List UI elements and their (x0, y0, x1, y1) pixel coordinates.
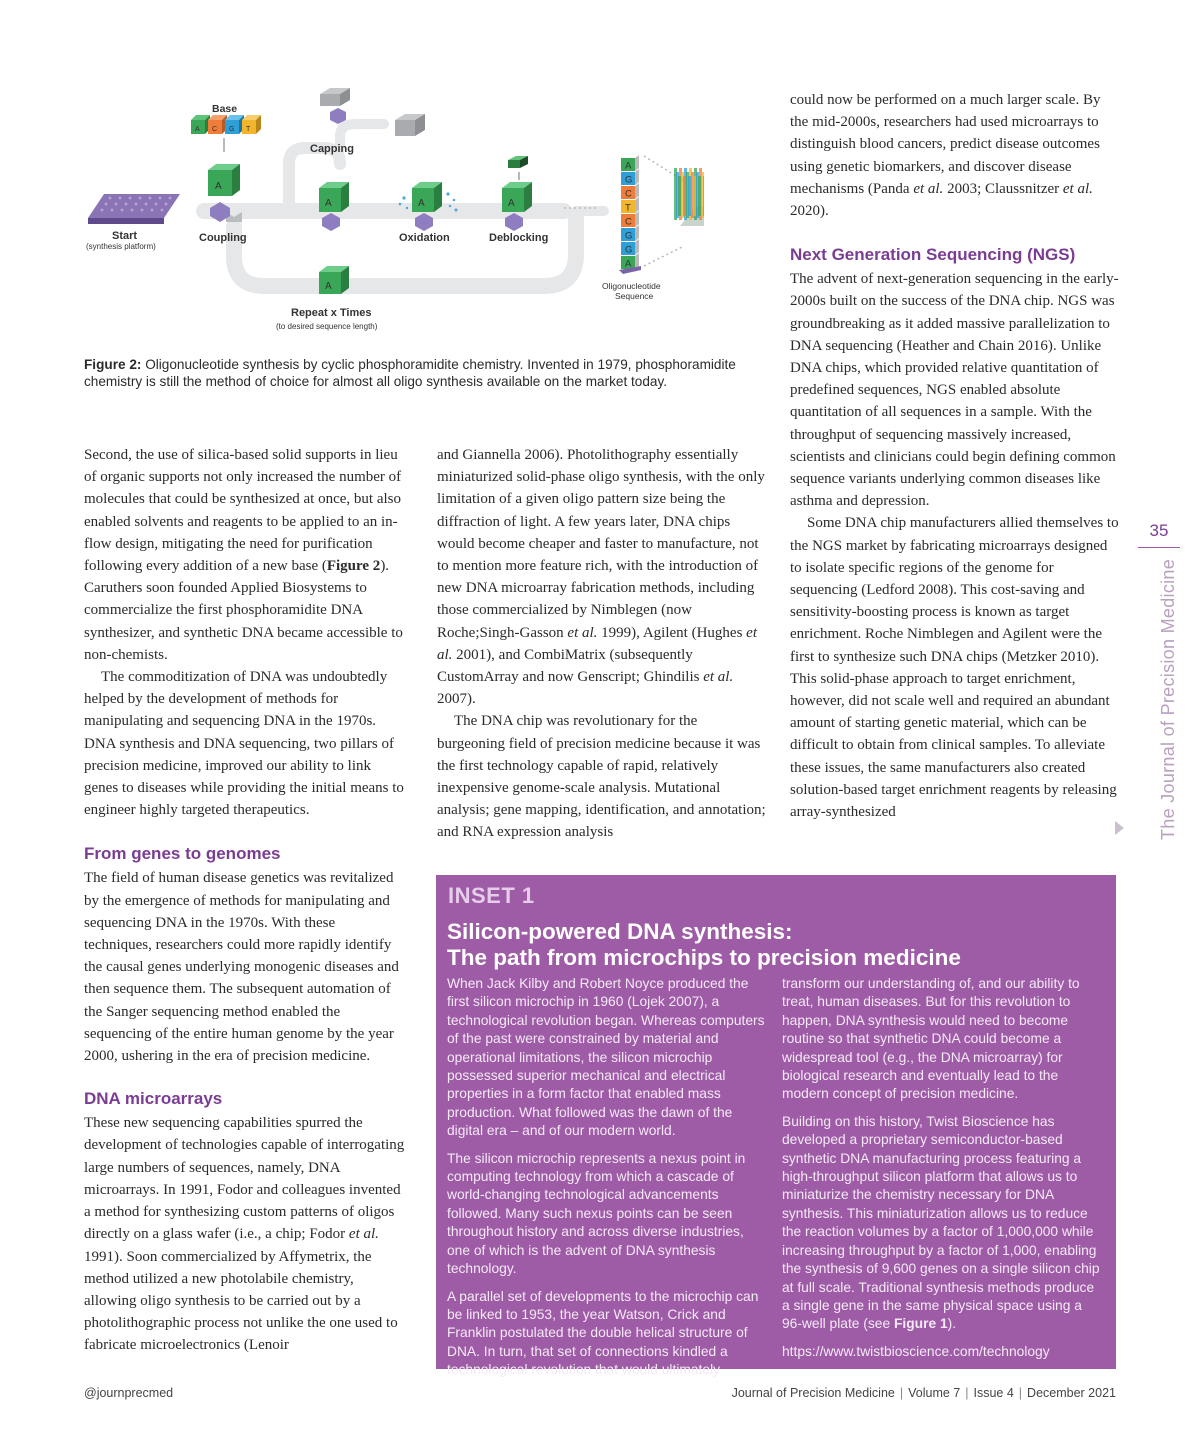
col3-paragraph-3: Some DNA chip manufacturers allied themselves to the NGS market by fabricating microarrays designed to isolate specific regions of the genome for sequencing (Ledford 2008). This cost-saving and sensitivity-boosting process is known as target enrichment. Roche Nimblegen and Agilent were the first to synthesize such DNA chips (Metzker 2010). This solid-phase approach to target enrichment, however, did not scale well and required an abundant amount of starting genetic material, which can be difficult to obtain from clinical samples. To alleviate these issues, the same manufacturers also created solution-based target enrichment reagents by releasing array-synthesized (790, 515, 1119, 821)
oligo-base-letter: A (625, 160, 632, 172)
oligo-block (621, 155, 639, 172)
base-letter: G (229, 126, 235, 133)
base-cube-g (225, 115, 244, 134)
inset-title (447, 919, 1107, 971)
footer-citation: Journal of Precision Medicine | Volume 7 | Issue 4 | December 2021 (731, 1386, 1116, 1400)
column-1 (84, 444, 406, 1357)
base-cube-t (242, 115, 261, 134)
inset-left-paragraph-1: When Jack Kilby and Robert Noyce produced the first silicon microchip in 1960 (Lojek 2007), a technological revolution began. Whereas computers of the past were constrained by material and operational limitations, the silicon microchip possessed superior mechanical and electrical properties in a form factor that enabled mass production. What followed was the dawn of the digital era – and of our modern world. (447, 976, 765, 1139)
label-repeat-sub: (to desired sequence length) (276, 322, 378, 331)
footer-issue: Issue 4 (973, 1386, 1014, 1400)
capped-unit (319, 182, 349, 231)
label-capping: Capping (310, 143, 354, 155)
col1-paragraph-1: Second, the use of silica-based solid supports in lieu of organic supports not only increased the number of molecules that could be synthesized at once, but also enabled solvents and reagents to be applied to an in-flow design, mitigating the need for purification following every addition of a new base (Figure 2). Caruthers soon founded Applied Biosystems to commercialize the first phosphoramidite DNA synthesizer, and synthetic DNA became accessible to non-chemists. (84, 447, 403, 663)
journal-vertical-title: The Journal of Precision Medicine (1158, 558, 1178, 840)
oligo-base-letter: T (625, 202, 631, 214)
unit-letter: A (215, 181, 222, 192)
footer-handle[interactable]: @journprecmed (84, 1386, 174, 1400)
col3-paragraph-1: could now be performed on a much larger scale. By the mid-2000s, researchers had used microarrays to distinguish blood cancers, predict disease outcomes using genetic biomarkers, and discover disease mechanisms (Panda et al. 2003; Claussnitzer et al. 2020). (790, 92, 1101, 220)
start-platform (88, 194, 180, 224)
chip-pillar (703, 176, 704, 216)
synthesis-cycle-figure (84, 86, 704, 348)
label-start: Start (112, 230, 138, 242)
page-number: 35 (1149, 521, 1169, 540)
base-cubes (191, 115, 261, 134)
cycle-track (204, 124, 604, 286)
col1-paragraph-4: These new sequencing capabilities spurred the development of technologies capable of interrogating large numbers of sequences, namely, DNA microarrays. In 1991, Fodor and colleagues invented a method for synthesizing custom patterns of oligos directly on a glass wafer (i.e., a chip; Fodor et al. 1991). Soon commercialized by Affymetrix, the method utilized a new photolabile chemistry, allowing oligo synthesis to be carried out by a photolithographic process not unlike the one used to fabricate microelectronics (Lenoir (84, 1115, 405, 1354)
oligo-base-letter: G (625, 174, 633, 186)
col1-paragraph-2: The commoditization of DNA was undoubtedly helped by the development of methods for manipulating and sequencing DNA in the 1970s. DNA synthesis and DNA sequencing, two pillars of precision medicine, improved our ability to link genes to diseases while providing the initial means to engineer highly targeted therapeutics. (84, 669, 404, 819)
heading-ngs: Next Generation Sequencing (NGS) (790, 245, 1076, 265)
heading-from-genes-to-genomes: From genes to genomes (84, 844, 281, 864)
label-oxidation: Oxidation (399, 232, 450, 244)
label-base: Base (212, 103, 238, 115)
inset-left-paragraph-2: The silicon microchip represents a nexus point in computing technology from which a cascade of world-changing technological advancements followed. Many such nexus points can be seen throughout history and across diverse industries, one of which is the advent of DNA synthesis technology. (447, 1150, 746, 1277)
footer-journal: Journal of Precision Medicine (731, 1386, 895, 1400)
inset-url-link[interactable]: https://www.twistbioscience.com/technology (782, 1343, 1050, 1359)
figure-caption (84, 357, 744, 390)
label-deblocking: Deblocking (489, 232, 549, 244)
footer-date: December 2021 (1027, 1386, 1116, 1400)
chip-pillar (688, 176, 691, 216)
oligo-base-letter: G (625, 244, 633, 256)
inset-column-left (447, 975, 769, 1389)
figure-reference: Figure 2 (326, 558, 381, 575)
oligo-sequence-stack (619, 155, 641, 274)
base-letter: C (212, 126, 218, 133)
col1-paragraph-3: The field of human disease genetics was revitalized by the emergence of methods for manipulating and sequencing DNA in the 1970s. With these techniques, researchers could more rapidly identify the causal genes underlying monogenic diseases and then sequence them. The subsequent automation of the Sanger sequencing method enabled the sequencing of the entire human genome by the year 2000, ushering in the era of precision medicine. (84, 870, 399, 1065)
inset-title-line-1: Silicon-powered DNA synthesis: (447, 919, 793, 944)
column-2 (437, 444, 769, 844)
col2-paragraph-1: and Giannella 2006). Photolithography essentially miniaturized solid-phase oligo synthesis, with the only limitation of a given oligo pattern size being the diffraction of light. A few years later, DNA chips would become cheaper and faster to manufacture, not to mention more feature rich, with the introduction of new DNA microarray fabrication methods, including those commercialized by Nimblegen (now Roche;Singh-Gasson et al. 1999), Agilent (Hughes et al. 2001), and CombiMatrix (subsequently CustomArray and now Genscript; Ghindilis et al. 2007). (437, 447, 765, 708)
figure-1-reference: Figure 1 (893, 1316, 948, 1332)
oligo-base-letter: C (625, 188, 632, 200)
unit-letter: A (325, 281, 332, 292)
base-cube-c (208, 115, 227, 134)
chip-pillar (678, 176, 681, 216)
base-cube-a (191, 115, 210, 134)
label-oligo: Oligonucleotide (602, 281, 661, 291)
inset-title-line-2: The path from microchips to precision medicine (447, 945, 961, 970)
chip-pillar (683, 176, 686, 216)
label-repeat: Repeat x Times (291, 307, 372, 319)
label-oligo-sub: Sequence (615, 291, 654, 301)
footer-volume: Volume 7 (908, 1386, 961, 1400)
heading-dna-microarrays: DNA microarrays (84, 1089, 223, 1109)
deblocking-unit (502, 156, 532, 231)
inset-right-paragraph-2: Building on this history, Twist Bioscience has developed a proprietary semiconductor-based synthetic DNA manufacturing process featuring a high-throughput silicon platform that allows us to miniaturize the chemistry necessary for DNA synthesis. This miniaturization allows us to reduce the reaction volumes by a factor of 1,000,000 while increasing throughput by a factor of 1,000, enabling the synthesis of 9,600 genes on a single silicon chip at full scale. Traditional synthesis methods produce a single gene in the same physical space using a 96-well plate (see Figure 1). (782, 1113, 1100, 1332)
chip-pillar (698, 176, 701, 216)
inset-left-paragraph-3: A parallel set of developments to the microchip can be linked to 1953, the year Watson, Crick and Franklin postulated the double helical structure of DNA. In turn, that set of connections kindled a technological revolution that would ultimately (447, 1288, 759, 1378)
unit-letter: A (508, 198, 515, 209)
continue-arrow-icon (1115, 821, 1124, 835)
chip-pillar (693, 176, 696, 216)
label-start-sub: (synthesis platform) (86, 242, 156, 251)
inset-box (436, 875, 1116, 1378)
base-letter: T (246, 126, 251, 133)
caption-text: Oligonucleotide synthesis by cyclic phosphoramidite chemistry. Invented in 1979, phosphoramidite chemistry is still the method of choice for almost all oligo synthesis available on the market today. (84, 357, 736, 389)
column-3 (790, 89, 1120, 823)
inset-label: INSET 1 (448, 883, 535, 908)
caption-label: Figure 2: (84, 357, 142, 372)
col3-paragraph-2: The advent of next-generation sequencing in the early-2000s built on the success of the DNA chip. NGS was groundbreaking as it added massive parallelization to DNA sequencing (Heather and Chain 2016). Unlike DNA chips, which provided relative quantitation of predefined sequences, NGS enabled absolute quantitation of all sequences in a sample. With the throughput of sequencing massively increased, scientists and clinicians could begin defining common sequence variants underlying common diseases like asthma and depression. (790, 271, 1119, 510)
label-coupling: Coupling (199, 232, 247, 244)
oligo-base-letter: C (625, 216, 632, 228)
page-number-rule (1138, 547, 1180, 548)
chip-array (674, 168, 704, 226)
inset-column-right (782, 975, 1104, 1370)
unit-letter: A (325, 198, 332, 209)
inset-right-paragraph-1: transform our understanding of, and our ability to treat, human diseases. But for this revolution to happen, DNA synthesis would need to become routine so that synthetic DNA could become a widespread tool (e.g., the DNA microarray) for biological research and eventually lead to the modern concept of precision medicine. (782, 976, 1080, 1102)
oligo-base-letter: A (625, 258, 632, 270)
unit-letter: A (418, 198, 425, 209)
base-letter: A (195, 126, 200, 133)
repeat-unit (319, 266, 349, 294)
col2-paragraph-2: The DNA chip was revolutionary for the burgeoning field of precision medicine because it was the first technology capable of rapid, relatively inexpensive genome-scale analysis. Mutational analysis; gene mapping, identification, and annotation; and RNA expression analysis (437, 713, 766, 841)
oligo-base-letter: G (625, 230, 633, 242)
